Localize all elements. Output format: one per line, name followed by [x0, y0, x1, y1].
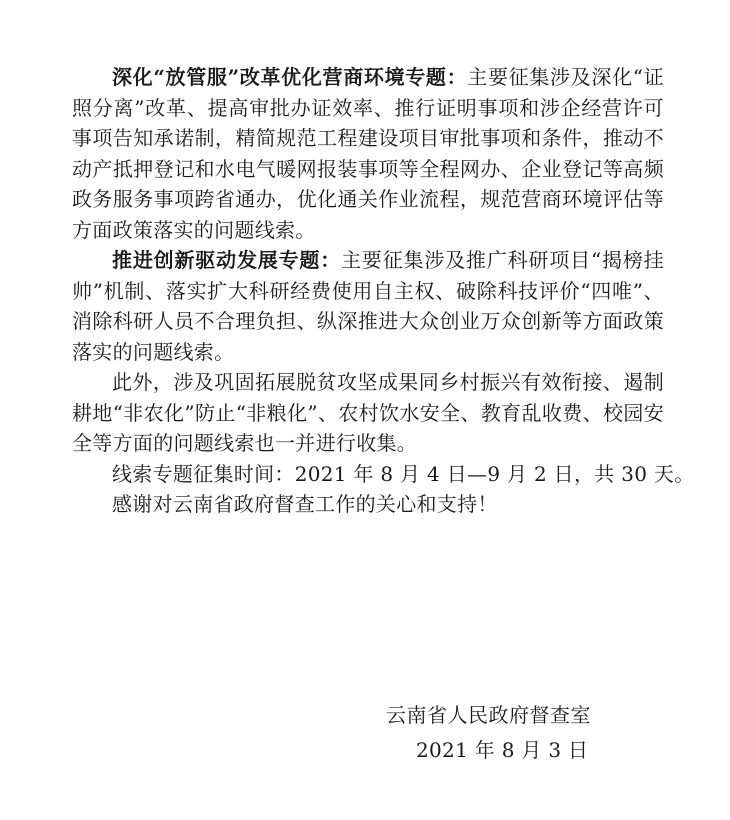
thanks-line: 感谢对云南省政府督查工作的关心和支持！	[112, 492, 498, 516]
additional-paragraph: 此外，涉及巩固拓展脱贫攻坚成果同乡村振兴有效衔接、遏制耕地“非农化”防止“非粮化”、农村饮水安全、教育乱收费、校园安全等方面的问题线索也一并进行收集。	[72, 370, 664, 455]
section-text: 主要征集涉及推广科研项目“揭榜挂帅”机制、落实扩大科研经费使用自主权、破除科技评价“四唯”、消除科研人员不合理负担、纵深推进大众创业万众创新等方面政策落实的问题线索。	[72, 248, 664, 364]
section-heading: 深化“放管服”改革优化营商环境专题：	[112, 65, 468, 89]
notice-body	[72, 62, 695, 520]
section-heading: 推进创新驱动发展专题：	[112, 248, 342, 272]
signature-date: 2021 年 8 月 3 日	[416, 738, 589, 762]
section-business-environment	[72, 62, 664, 245]
section-innovation	[72, 245, 664, 367]
signature-organization: 云南省人民政府督查室	[386, 703, 591, 727]
section-text: 主要征集涉及深化“证照分离”改革、提高审批办证效率、推行证明事项和涉企经营许可事项告知承诺制，精简规范工程建设项目审批事项和条件，推动不动产抵押登记和水电气暖网报装事项等全程网办、企业登记等高频政务服务事项跨省通办，优化通关作业流程，规范营商环境评估等方面政策落实的问题线索。	[72, 65, 664, 242]
collection-period: 线索专题征集时间：2021 年 8 月 4 日—9 月 2 日，共 30 天。	[112, 461, 695, 486]
